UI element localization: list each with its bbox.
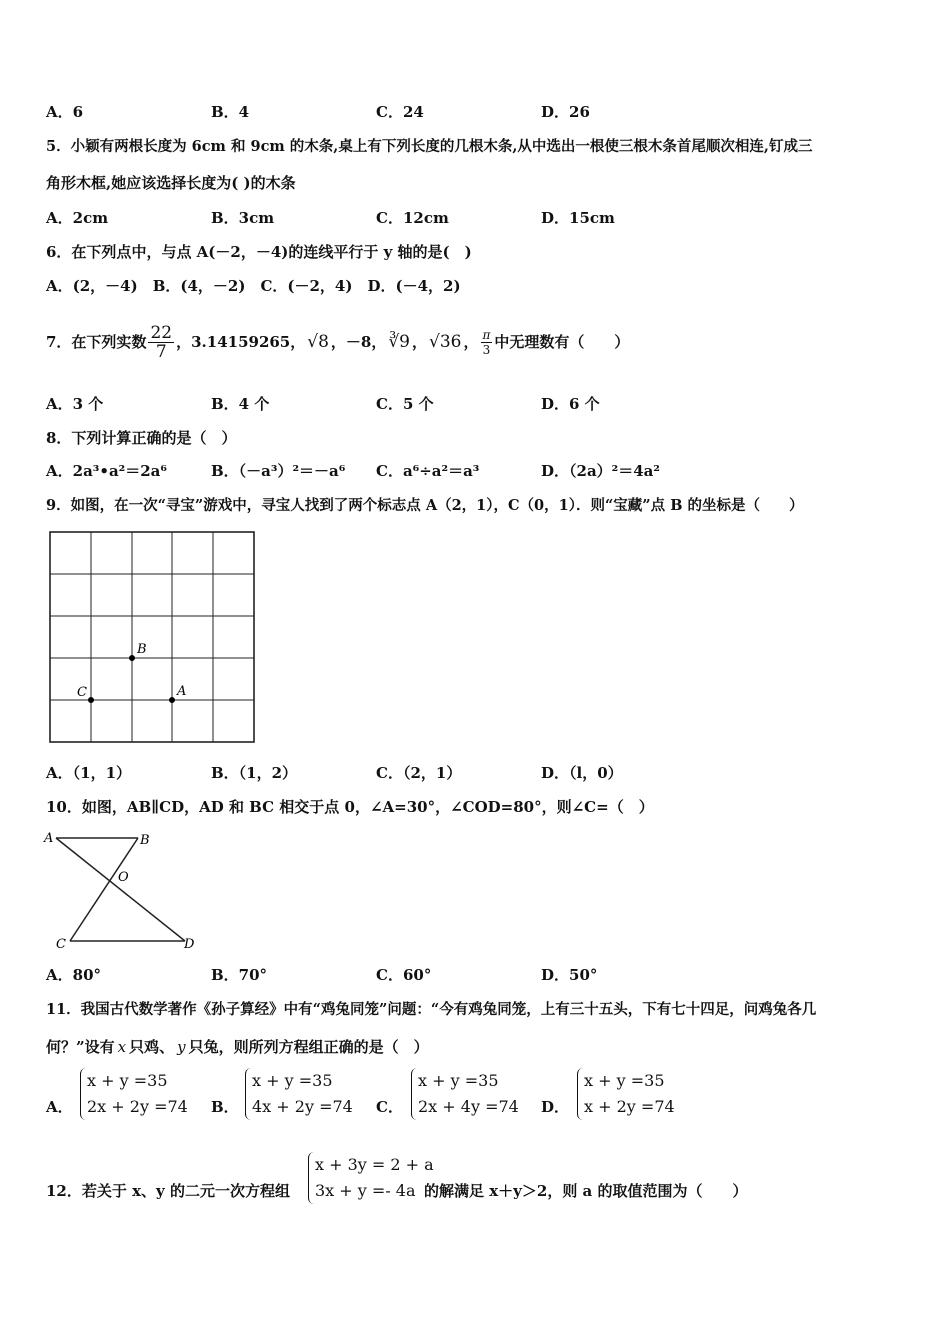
q7-option-c: C．5 个: [376, 395, 434, 413]
q8-option-a: A．2a³•a²＝2a⁶: [46, 462, 167, 480]
q10-label-o: O: [118, 870, 129, 885]
q9-option-c: C．（2，1）: [376, 764, 462, 782]
q11-stem-line1: 11．我国古代数学著作《孙子算经》中有“鸡兔同笼”问题：“今有鸡兔同笼，上有三十五头，下有七十四足，问鸡兔各几: [46, 1001, 817, 1018]
q7-cbrt9: ∛9: [388, 332, 410, 352]
q9-point-a: [169, 697, 175, 703]
q10-option-a: A．80°: [46, 966, 102, 984]
q9-point-b: [129, 655, 135, 661]
q12-system: x + 3y = 2 + a 3x + y =- 4a: [308, 1152, 434, 1204]
q7-stem: 7．在下列实数 $\frac{22}{7}$ ，3.14159265， √8 ，－8， ∛9 ， √36 ， $\frac{\pi}{3}$ 中无理数有（ ）: [46, 322, 630, 362]
q12-prefix: 12．若关于 x、y 的二元一次方程组: [46, 1182, 290, 1200]
q4-option-b: B．4: [211, 103, 250, 121]
q7-frac-numerator: 22: [150, 322, 173, 343]
q10-option-b: B．70°: [211, 966, 268, 984]
q4-option-c: C．24: [376, 103, 424, 121]
q10-option-c: C．60°: [376, 966, 432, 984]
q11-option-a-system: x + y =35 2x + 2y =74: [80, 1068, 188, 1120]
q5-stem-line1: 5．小颖有两根长度为 6cm 和 9cm 的木条,桌上有下列长度的几根木条,从中选出一根使三根木条首尾顺次相连,钉成三: [46, 138, 813, 155]
q9-option-d: D．（l，0）: [541, 764, 623, 782]
q8-option-d: D．（2a）²＝4a²: [541, 462, 660, 480]
q4-option-a: A．6: [46, 103, 84, 121]
q7-option-b: B．4 个: [211, 395, 270, 413]
q7-neg8: ，－8，: [330, 333, 387, 351]
q7-sqrt36: √36: [429, 332, 462, 352]
q11-option-b-letter: B．: [211, 1098, 239, 1116]
q9-grid-figure: [44, 528, 260, 748]
q11-var-y: y: [177, 1038, 186, 1056]
q11-option-c-system: x + y =35 2x + 4y =74: [411, 1068, 519, 1120]
q7-sqrt8: √8: [307, 332, 329, 352]
q10-segment-bc: [70, 838, 138, 941]
q5-option-a: A．2cm: [46, 209, 109, 227]
q7-fraction-pi-3: [481, 328, 493, 357]
q11-option-b-system: x + y =35 4x + 2y =74: [245, 1068, 353, 1120]
q6-stem: 6．在下列点中，与点 A(－2，－4)的连线平行于 y 轴的是( ): [46, 243, 472, 261]
q6-options: A．(2，－4) B．(4，－2) C．(－2，4) D．(－4，2): [46, 277, 461, 295]
q9-option-a: A．（1，1）: [46, 764, 132, 782]
q8-stem: 8．下列计算正确的是（ ）: [46, 429, 237, 447]
q8-option-c: C．a⁶÷a²＝a³: [376, 462, 480, 480]
q10-label-b: B: [140, 833, 150, 848]
q5-option-c: C．12cm: [376, 209, 449, 227]
q10-segment-ad: [56, 838, 185, 941]
q11-stem-line2: 何？”设有 x 只鸡、 y 只兔，则所列方程组正确的是（ ）: [46, 1038, 429, 1056]
q8-option-b: B．（－a³）²＝－a⁶: [211, 462, 346, 480]
q7-fraction-22-7: [148, 324, 174, 361]
q7-pi-denominator: 3: [482, 342, 491, 357]
q11-option-a-letter: A．: [46, 1098, 73, 1116]
q11-option-d-letter: D．: [541, 1098, 570, 1116]
q10-label-d: D: [184, 937, 195, 952]
q7-suffix: 中无理数有（ ）: [494, 333, 630, 351]
q10-option-d: D．50°: [541, 966, 598, 984]
q11-option-c-letter: C．: [376, 1098, 403, 1116]
q9-point-c: [88, 697, 94, 703]
q5-option-d: D．15cm: [541, 209, 615, 227]
q7-option-d: D．6 个: [541, 395, 600, 413]
q7-pi-numerator: π: [482, 327, 491, 342]
q5-option-b: B．3cm: [211, 209, 275, 227]
q9-stem: 9．如图，在一次“寻宝”游戏中，寻宝人找到了两个标志点 A（2，1），C（0，1）．则“宝藏”点 B 的坐标是（ ）: [46, 497, 804, 514]
q12-suffix: 的解满足 x＋y＞2，则 a 的取值范围为（ ）: [424, 1182, 748, 1200]
q7-prefix: 7．在下列实数: [46, 333, 147, 351]
q10-label-c: C: [56, 937, 66, 952]
q5-stem-line2: 角形木框,她应该选择长度为( )的木条: [46, 174, 296, 192]
q10-stem: 10．如图，AB∥CD，AD 和 BC 相交于点 0，∠A=30°，∠COD=80°，则∠C=（ ）: [46, 798, 654, 816]
q7-frac-denominator: 7: [155, 341, 167, 362]
q11-var-x: x: [117, 1038, 127, 1056]
q9-label-a: A: [177, 684, 187, 699]
q9-label-c: C: [77, 685, 87, 700]
q10-label-a: A: [44, 831, 54, 846]
q7-option-a: A．3 个: [46, 395, 104, 413]
q11-option-d-system: x + y =35 x + 2y =74: [577, 1068, 675, 1120]
q4-option-d: D．26: [541, 103, 590, 121]
q10-figure: [40, 826, 210, 954]
q9-grid-lines: [50, 532, 254, 742]
q9-option-b: B．（1，2）: [211, 764, 298, 782]
q9-label-b: B: [137, 642, 147, 657]
q7-middle: ，3.14159265，: [176, 333, 306, 351]
